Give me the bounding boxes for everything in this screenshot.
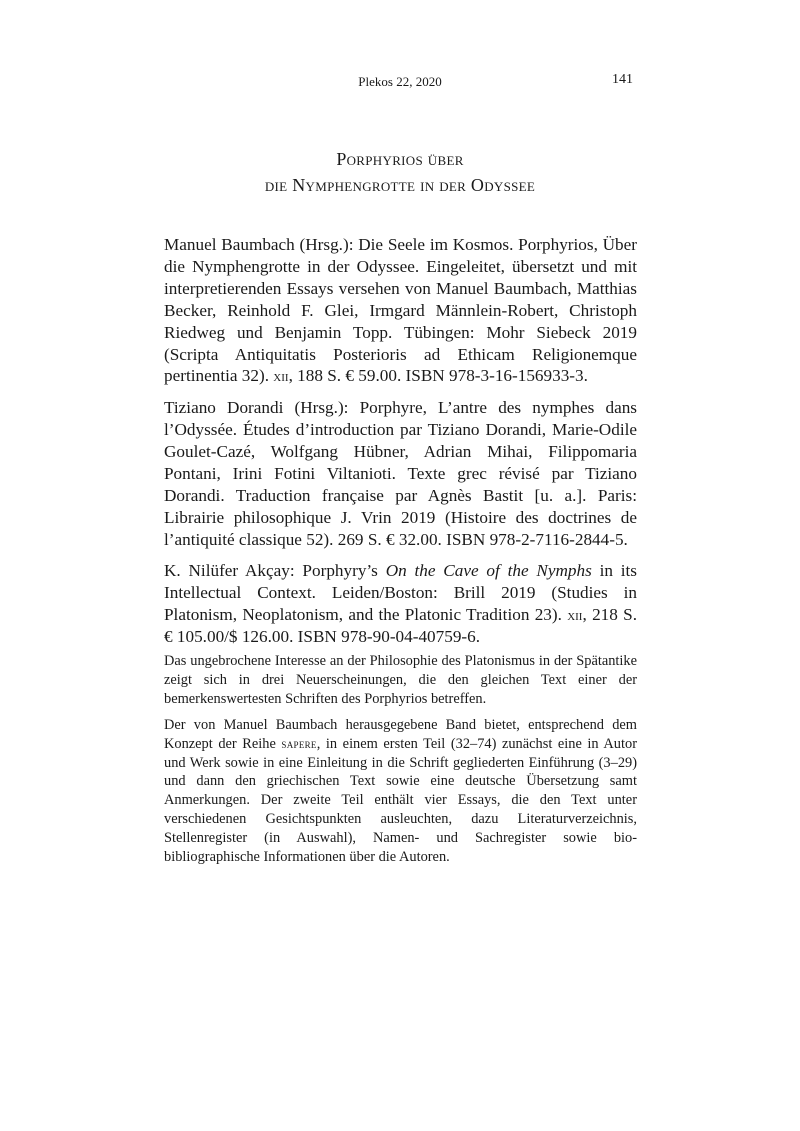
- reviewed-books-list: [164, 234, 637, 657]
- page-number: 141: [612, 72, 633, 87]
- roman-pages: xii: [273, 368, 289, 386]
- series-name: sapere: [281, 735, 317, 751]
- review-text: Manuel Baumbach (Hrsg.): Die Seele im Kosmos. Porphyrios, Über die Nymphengrotte in der Odyssee. Eingeleitet, übersetzt und mit interpretierenden Essays versehen von Manuel Baumbach, Matthias Becker, Reinhold F. Glei, Irmgard Männlein-Robert, Christoph Riedweg und Benjamin Topp. Tübingen: Mohr Siebeck 2019 (Scripta Antiquitatis Posterioris ad Ethicam Religionemque pertinentia 32).: [164, 235, 637, 386]
- review-entry-baumbach: [164, 234, 637, 388]
- book-title: On the Cave of the Nymphs: [385, 560, 592, 580]
- review-tail: , 188 S. € 59.00. ISBN 978-3-16-156933-3.: [288, 366, 588, 386]
- article-title: [167, 146, 633, 198]
- review-tail: , 218 S. € 105.00/$ 126.00. ISBN 978-90-04-40759-6.: [164, 604, 637, 647]
- review-entry-dorandi: [164, 397, 637, 550]
- review-text: Tiziano Dorandi (Hrsg.): Porphyre, L’antre des nymphes dans l’Odyssée. Études d’introduction par Tiziano Dorandi, Marie-Odile Goulet-Cazé, Wolfgang Hübner, Adrian Mihai, Filippomaria Pontani, Irini Fotini Viltanioti. Texte grec révisé par Tiziano Dorandi. Traduction française par Agnès Bastit [u. a.]. Paris: Librairie philosophique J. Vrin 2019 (Histoire des doctrines de l’antiquité classique 52). 269 S. € 32.00. ISBN 978-2-7116-2844-5.: [164, 398, 637, 549]
- title-line-1: Porphyrios über: [336, 149, 464, 169]
- title-line-2: die Nymphengrotte in der Odyssee: [264, 175, 536, 195]
- review-entry-akcay: [164, 560, 637, 649]
- running-head: [167, 74, 633, 94]
- review-author: K. Nilüfer Akçay: Porphyry’s: [164, 560, 386, 580]
- paragraph-2-start: Der von Manuel Baumbach herausgegebene Band bietet, entsprechend dem Konzept der Reihe: [164, 716, 637, 752]
- roman-pages: xii: [567, 606, 583, 624]
- review-rest: in its Intellectual Context. Leiden/Boston: Brill 2019 (Studies in Platonism, Neoplatonism, and the Platonic Tradition 23).: [164, 560, 637, 624]
- paragraph-2: [164, 716, 637, 867]
- review-body: [164, 652, 637, 874]
- paragraph-2-rest: , in einem ersten Teil (32–74) zunächst eine in Autor und Werk sowie in eine Einleitung in die Schrift gegliederten Einführung (3–29) und dann den griechischen Text sowie eine deutsche Übersetzung samt Anmerkungen. Der zweite Teil enthält vier Essays, die den Text unter verschiedenen Gesichtspunkten ausleuchten, dazu Literaturverzeichnis, Stellenregister (in Auswahl), Namen- und Sachregister sowie bio-bibliographische Informationen über die Autoren.: [164, 735, 637, 866]
- journal-reference: Plekos 22, 2020: [358, 74, 442, 89]
- paragraph-1: Das ungebrochene Interesse an der Philosophie des Platonismus in der Spätantike zeigt sich in drei Neuerscheinungen, die den gleichen Text einer der bemerkenswertesten Schriften des Porphyrios betreffen.: [164, 653, 637, 707]
